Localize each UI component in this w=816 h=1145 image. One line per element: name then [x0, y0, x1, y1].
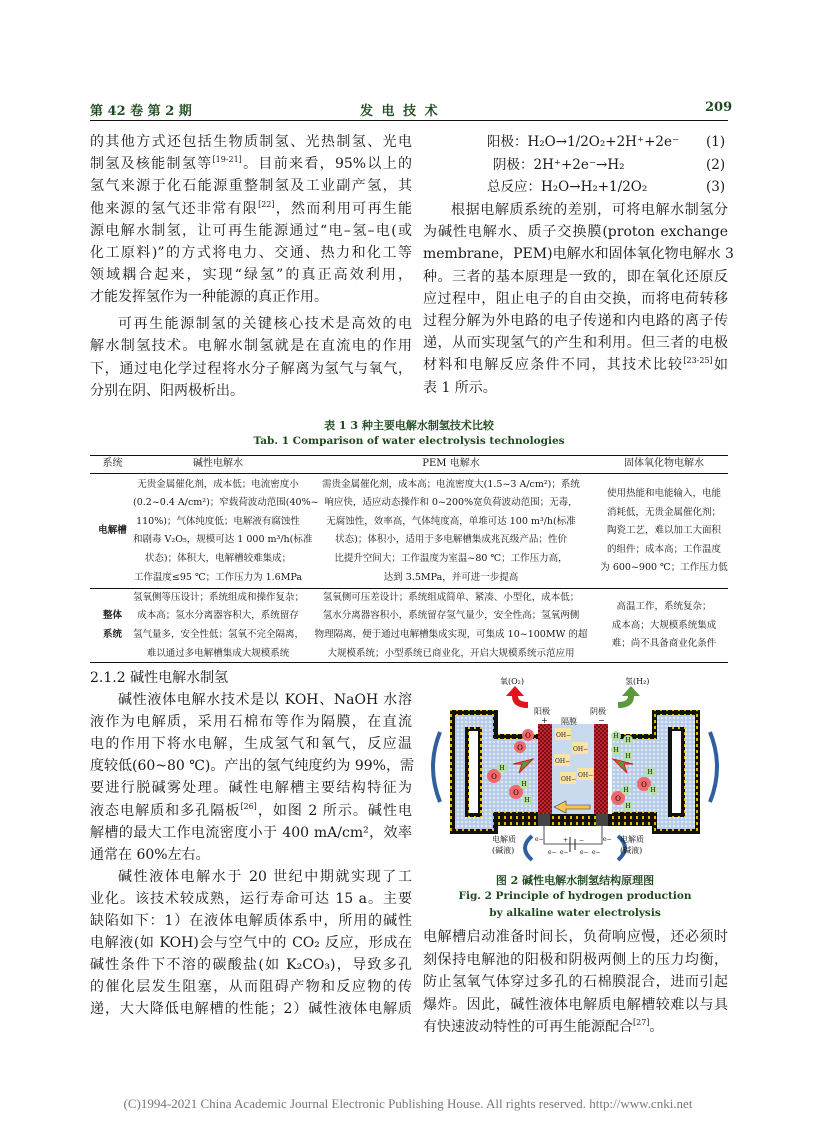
- text-line: [118, 866, 412, 888]
- table-cell: [302, 476, 600, 588]
- electron-label: e−: [603, 836, 612, 843]
- table-title-en: Tab. 1 Comparison of water electrolysis technologies: [253, 435, 565, 447]
- text-segment: 如: [712, 357, 729, 374]
- text-segment: 。目前来看，95%以上的: [241, 156, 413, 173]
- text-segment: 。: [649, 1019, 664, 1036]
- text-segment: 可再生能源制氢的关键核心技术是高效的电: [118, 316, 412, 333]
- text-segment: 电解液(如 KOH)会与空气中的 CO₂ 反应，形成在: [90, 935, 412, 952]
- h-label: H: [625, 737, 631, 744]
- membrane-label: 隔膜: [561, 717, 577, 726]
- text-segment: 领域耦合起来，实现“绿氢”的真正高效利用，: [90, 267, 412, 284]
- figure-caption-en-2: by alkaline water electrolysis: [489, 907, 661, 919]
- o-label: O: [517, 744, 523, 752]
- alkali-label-left: (碱液): [492, 846, 515, 855]
- text-segment: 源电解水制氢，让可再生能源通过“电–氢–电(或: [90, 222, 412, 239]
- electron-label: e−: [548, 849, 557, 856]
- text-line: [90, 777, 412, 799]
- h-label: H: [521, 781, 527, 788]
- citation-reference[interactable]: [26]: [240, 801, 257, 811]
- text-line: [90, 888, 412, 910]
- text-line: [423, 332, 728, 354]
- h-label: H: [647, 769, 653, 776]
- text-line: [90, 755, 412, 777]
- text-line: [90, 954, 412, 976]
- electron-label: e−: [535, 836, 544, 843]
- text-line: [90, 264, 412, 286]
- electron-label: e−: [580, 849, 589, 856]
- equation-number: (1): [706, 134, 726, 150]
- text-line: [423, 354, 728, 376]
- equation-number: (3): [706, 179, 726, 195]
- text-line: [90, 910, 412, 932]
- text-segment: 爆炸。因此，碱性液体电解质电解槽较难以与具: [423, 996, 728, 1013]
- table-cell-line: 的组件；成本高；工作温度: [606, 543, 721, 555]
- citation-reference[interactable]: [19-21]: [212, 155, 242, 165]
- equation: 总反应：H₂O→H₂+1/2O₂: [487, 179, 648, 195]
- oxygen-label: 氧(O₂): [500, 677, 525, 686]
- journal-name: 发 电 技 术: [360, 104, 440, 119]
- text-line: [90, 844, 412, 866]
- text-line: [423, 926, 728, 948]
- text-segment: 要进行脱碱雾处理。碱性电解槽主要结构特征为: [90, 780, 412, 797]
- text-segment: 解水制氢技术。电解水制氢就是在直流电的作用: [90, 338, 412, 355]
- text-segment: 下，通过电化学过程将水分子解离为氢气与氧气，: [90, 360, 412, 377]
- text-line: [423, 1016, 728, 1038]
- oh-label: OH−: [578, 772, 594, 779]
- text-line: [118, 313, 412, 335]
- text-line: [90, 711, 412, 733]
- text-segment: 为碱性电解水、质子交换膜(proton exchange: [423, 224, 728, 241]
- h2-arrow: [618, 686, 640, 708]
- h-label: H: [623, 787, 629, 794]
- table-cell-line: 消耗低，无贵金属催化剂；: [606, 506, 721, 518]
- table-cell-line: 整体: [102, 610, 122, 622]
- table-cell-line: 成本高；大规模系统集成: [611, 619, 717, 631]
- table-cell-line: 难；尚不具备商业化条件: [611, 638, 717, 650]
- table-header-alkaline: 碱性电解水: [193, 458, 243, 469]
- text-segment: 有快速波动特性的可再生能源配合: [423, 1019, 633, 1036]
- table-row-label: [90, 607, 135, 644]
- text-line: [423, 243, 734, 265]
- text-segment: 过程分解为外电路的电子传递和内电路的离子传: [423, 313, 728, 329]
- text-segment: 碱性液体电解水于 20 世纪中期就实现了工: [118, 868, 412, 885]
- table-cell-line: 状态)；体积小，适用于多电解槽集成兆瓦级产品；性价: [335, 534, 567, 546]
- text-segment: 分别在阴、阳两极析出。: [90, 382, 244, 399]
- external-circuit: [544, 826, 602, 844]
- text-segment: 通常在 60%左右。: [90, 846, 210, 863]
- electron-label: e−: [560, 849, 569, 856]
- text-segment: 缺陷如下：1）在液体电解质体系中，所用的碱性: [90, 913, 412, 929]
- text-segment: 表 1 所示。: [423, 379, 497, 396]
- citation-reference[interactable]: [27]: [633, 1018, 650, 1028]
- minus-label: −: [598, 716, 605, 725]
- table-cell: [600, 598, 728, 654]
- h-label: H: [524, 797, 530, 804]
- electrolyte-label-left: 电解质: [492, 835, 516, 844]
- h-label: H: [613, 733, 619, 740]
- table-header-soec: 固体氧化物电解水: [624, 458, 704, 469]
- text-segment: 种。三者的基本原理是一致的，即在氧化还原反: [423, 268, 728, 285]
- text-segment: 递，从而实现氢气的产生和利用。但三者的电极: [423, 335, 728, 352]
- text-line: [90, 220, 412, 242]
- equation-number: (2): [706, 156, 726, 173]
- table-row-label: [90, 522, 135, 541]
- text-segment: 制氢及核能制氢等: [90, 156, 213, 173]
- table-top-rule: [90, 455, 728, 456]
- table-cell-line: 状态)；体积大，电解槽较难集成；: [144, 553, 292, 565]
- table-cell-line: 氢氧侧可压差设计；系统组成简单、紧凑、小型化，成本低；: [322, 591, 580, 603]
- battery-minus: −: [579, 837, 585, 844]
- table-cell: [600, 485, 728, 578]
- oh-label: OH−: [556, 732, 572, 739]
- text-segment: 的催化层发生阻塞，从而阻碍产物和反应物的传: [90, 979, 412, 996]
- equation: 阴极：2H⁺+2e⁻→H₂: [493, 156, 625, 173]
- table-cell-line: 和剧毒 V₂O₅，规模可达 1 000 m³/h(标准: [133, 534, 313, 546]
- table-cell: [133, 476, 319, 588]
- table-cell-line: 为 600~900 ℃；工作压力低: [600, 562, 728, 574]
- text-line: [423, 994, 728, 1016]
- text-segment: 防止氢氧气体穿过多孔的石棉膜混合，进而引起: [423, 974, 728, 991]
- text-segment: 根据电解质系统的差别，可将电解水制氢分: [451, 202, 728, 218]
- text-line: [423, 288, 728, 310]
- hydrogen-label: 氢(H₂): [625, 677, 650, 686]
- alkali-label-right: (碱液): [620, 846, 643, 855]
- header-rule: [90, 120, 728, 121]
- table-cell: [302, 589, 600, 663]
- text-segment: 化工原料)”的方式将电力、交通、热力和化工等: [90, 245, 412, 261]
- text-segment: 电解槽启动准备时间长，负荷响应慢，还必须时: [423, 929, 728, 945]
- text-line: [423, 310, 728, 332]
- o-label: O: [513, 789, 519, 797]
- citation-reference[interactable]: [22]: [258, 199, 275, 209]
- table-cell-line: 响应快，适应动态操作和 0~200%宽负荷波动范围；无毒，: [324, 497, 578, 509]
- text-segment: 业化。该技术较成熟，运行寿命可达 15 a。主要: [90, 890, 412, 907]
- cathode-label: 阴极: [590, 707, 606, 716]
- cathode-electrode: [594, 724, 608, 816]
- text-line: [90, 998, 412, 1020]
- o-label: O: [641, 781, 647, 789]
- electron-label: e−: [592, 849, 601, 856]
- h-label: H: [613, 747, 619, 754]
- text-segment: 递，大大降低电解槽的性能；2）碱性液体电解质: [90, 1001, 412, 1018]
- text-line: [90, 175, 412, 197]
- battery-plus: +: [563, 837, 569, 844]
- text-line: [423, 971, 728, 993]
- o-label: O: [615, 795, 621, 803]
- text-line: [90, 335, 412, 357]
- table-cell-line: 物理隔离，便于通过电解槽集成实现，可集成 10~100MW 的超: [314, 628, 588, 640]
- table-cell-line: 氢气量多，安全性低；氢氧不完全隔离，: [133, 628, 305, 640]
- table-cell-line: 无贵金属催化剂，成本低；电流密度小: [137, 478, 299, 490]
- text-segment: 度较低(60~80 ℃)。产出的氢气纯度约为 99%，需: [90, 758, 414, 775]
- oh-label: OH−: [555, 758, 571, 765]
- electrolyte-label-right: 电解质: [620, 835, 644, 844]
- text-line: [423, 377, 728, 399]
- section-heading: 2.1.2 碱性电解水制氢: [90, 670, 229, 686]
- text-segment: 碱性条件下不溶的碳酸盐(如 K₂CO₃)，导致多孔: [90, 957, 412, 974]
- oh-label: OH−: [561, 776, 577, 783]
- h-label: H: [650, 787, 656, 794]
- text-line: [90, 932, 412, 954]
- text-line: [90, 733, 412, 755]
- text-segment: 解槽的最大工作电流密度小于 400 mA/cm²，效率: [90, 824, 412, 841]
- table-header-pem: PEM 电解水: [422, 458, 480, 469]
- table-cell-line: 工作温度≤95 ℃；工作压力为 1.6MPa: [133, 571, 303, 583]
- text-segment: 液作为电解质，采用石棉布等作为隔膜，在直流: [90, 714, 412, 731]
- page-number: 209: [705, 100, 733, 115]
- text-segment: 应过程中，阻止电子的自由交换，而将电荷转移: [423, 290, 728, 307]
- table-cell-line: 陶瓷工艺，难以加工大面积: [606, 525, 721, 537]
- text-line: [90, 198, 412, 220]
- table-cell-line: 需贵金属催化剂，成本高；电流密度大(1.5~3 A/cm²)；系统: [322, 478, 580, 490]
- table-header-rule: [90, 473, 728, 474]
- text-line: [90, 131, 412, 153]
- h-label: H: [625, 753, 631, 760]
- text-segment: 他来源的氢气还非常有限: [90, 200, 259, 217]
- table-cell-line: 氢氧侧等压设计；系统组成和操作复杂；: [133, 591, 305, 603]
- text-line: [90, 358, 412, 380]
- table-cell-line: 大规模系统；小型系统已商业化，开启大规模系统示范应用: [327, 647, 575, 659]
- text-line: [90, 286, 412, 308]
- table-header-system: 系统: [102, 458, 123, 469]
- table-title-cn: 表 1 3 种主要电解水制氢技术比较: [324, 419, 494, 432]
- figure-caption-en-1: Fig. 2 Principle of hydrogen production: [458, 890, 692, 902]
- text-segment: ，然而利用可再生能: [274, 200, 413, 217]
- o2-arrow: [506, 686, 528, 708]
- electrolysis-diagram: [420, 672, 730, 872]
- text-line: [90, 242, 412, 264]
- text-segment: ，如图 2 所示。碱性电: [256, 802, 413, 819]
- text-line: [90, 153, 412, 175]
- text-segment: 刻保持电解池的阳极和阴极两侧上的压力均衡，: [423, 951, 728, 968]
- table-cell-line: 氢水分离器容积小，系统留存氢气量少，安全性高；氢氧两侧: [322, 610, 580, 622]
- o-label: O: [491, 773, 497, 781]
- text-segment: 材料和电解反应条件不同，其技术比较: [423, 357, 684, 374]
- table-cell-line: 使用热能和电能输入，电能: [606, 488, 721, 499]
- text-line: [423, 949, 728, 971]
- table-cell-line: 高温工作，系统复杂；: [616, 601, 712, 613]
- figure-caption-cn: 图 2 碱性电解水制氢结构原理图: [495, 874, 655, 887]
- table-cell-line: 比提升空间大；工作温度为室温~80 ℃；工作压力高，: [334, 553, 568, 565]
- h-label: H: [499, 765, 505, 772]
- text-segment: 的其他方式还包括生物质制氢、光热制氢、光电: [90, 134, 412, 150]
- table-cell-line: 无腐蚀性，效率高，气体纯度高，单堆可达 100 m³/h(标准: [326, 515, 576, 527]
- copyright-footer: (C)1994-2021 China Academic Journal Electronic Publishing House. All rights reserved. http://www.cnki.net: [123, 1096, 693, 1111]
- text-line: [118, 689, 412, 711]
- table-cell-line: 110%)；气体纯度低；电解液有腐蚀性: [136, 515, 300, 527]
- h-label: H: [625, 803, 631, 810]
- text-line: [423, 221, 728, 243]
- text-segment: 氢气来源于化石能源重整制氢及工业副产氢，其: [90, 178, 412, 195]
- figure-2: [420, 672, 730, 872]
- citation-reference[interactable]: [23-25]: [683, 356, 713, 366]
- text-segment: 碱性液体电解水技术是以 KOH、NaOH 水溶: [118, 692, 412, 708]
- table-cell-line: 达到 3.5MPa，并可进一步提高: [383, 571, 519, 583]
- anode-electrode: [538, 724, 552, 816]
- o-label: O: [525, 732, 531, 740]
- table-cell-line: 难以通过多电解槽集成大规模系统: [146, 647, 290, 659]
- issue-label: 第 42 卷 第 2 期: [90, 104, 192, 119]
- text-line: [90, 822, 412, 844]
- text-segment: 才能发挥氢作为一种能源的真正作用。: [90, 289, 328, 306]
- equation: 阳极：H₂O→1/2O₂+2H⁺+2e⁻: [487, 134, 680, 150]
- text-line: [451, 199, 728, 221]
- text-line: [90, 976, 412, 998]
- text-segment: 液态电解质和多孔隔板: [90, 802, 241, 819]
- table-cell-line: 成本高；氢水分离器容积大，系统留存: [137, 610, 299, 622]
- text-line: [90, 800, 412, 822]
- text-line: [423, 266, 728, 288]
- text-segment: membrane，PEM)电解水和固体氧化物电解水 3: [423, 246, 734, 263]
- table-cell-line: (0.2~0.4 A/cm²)；窄载荷波动范围(40%~: [133, 497, 319, 509]
- oh-label: OH−: [573, 746, 589, 753]
- anode-label: 阳极: [534, 707, 550, 716]
- text-line: [90, 380, 412, 402]
- table-cell-line: 系统: [102, 628, 122, 640]
- table-cell-line: 电解槽: [98, 525, 127, 537]
- table-cell: [133, 589, 303, 663]
- plus-label: +: [541, 716, 548, 725]
- text-segment: 电的作用下将水电解，生成氢气和氧气，反应温: [90, 736, 412, 753]
